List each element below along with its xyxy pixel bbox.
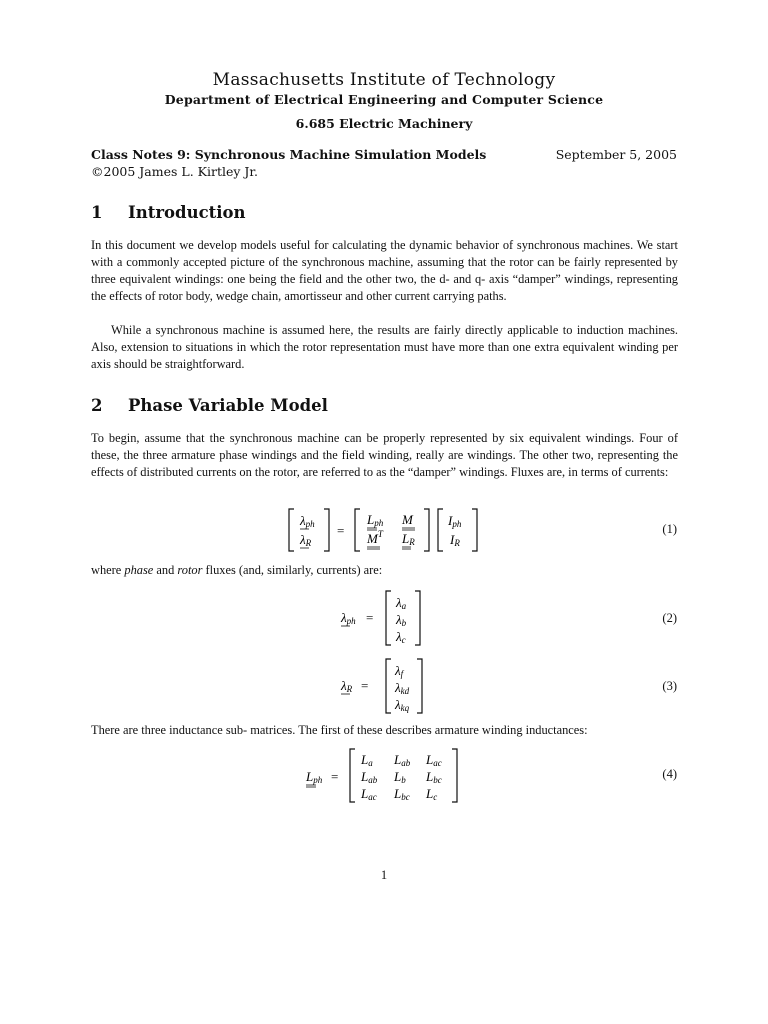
svg-text:λf: λf bbox=[395, 663, 404, 679]
course-title: 6.685 Electric Machinery bbox=[295, 116, 473, 131]
svg-text:Lb: Lb bbox=[394, 769, 406, 785]
eq1-rhs-iph: Iph bbox=[448, 513, 462, 529]
department-name: Department of Electrical Engineering and Computer Science bbox=[164, 92, 604, 107]
copyright-line: ©2005 James L. Kirtley Jr. bbox=[91, 164, 258, 179]
eq1-matrix-lr: LR bbox=[402, 531, 415, 547]
paragraph: While a synchronous machine is assumed here, the results are fairly directly applicable to induction machines. Also, extension to situations in which the rotor representation must have more than one extra equivalent winding per axis should be straightforward. bbox=[91, 323, 678, 371]
svg-text:=: = bbox=[366, 610, 374, 625]
section-number: 2 bbox=[91, 396, 103, 415]
equation-number: (2) bbox=[662, 611, 677, 625]
paragraph: There are three inductance sub- matrices. The first of these describes armature winding inductances: bbox=[91, 723, 588, 737]
equation-3 bbox=[335, 656, 435, 716]
svg-text:Lbc: Lbc bbox=[426, 769, 442, 785]
svg-text:Lab: Lab bbox=[361, 769, 378, 785]
page-number: 1 bbox=[380, 868, 388, 882]
paragraph: To begin, assume that the synchronous machine can be properly represented by six equivalent windings. Four of these, the three armature phase windings and the field winding, really are windings. The other two, representing the effects of distributed currents on the rotor, are referred to as the “damper” windings. Fluxes are, in terms of currents: bbox=[91, 431, 678, 479]
eq3-lhs: λR bbox=[341, 678, 353, 694]
svg-text:λkd: λkd bbox=[395, 680, 410, 696]
svg-text:=: = bbox=[331, 769, 339, 784]
equation-2 bbox=[335, 588, 435, 648]
svg-text:Lab: Lab bbox=[394, 752, 411, 768]
notes-date: September 5, 2005 bbox=[555, 147, 677, 162]
equation-4 bbox=[300, 747, 465, 805]
svg-text:Lac: Lac bbox=[361, 786, 377, 802]
notes-title: Class Notes 9: Synchronous Machine Simulation Models bbox=[91, 147, 487, 162]
eq1-matrix-m: M bbox=[402, 512, 413, 527]
svg-text:Lbc: Lbc bbox=[394, 786, 410, 802]
eq4-lhs: Lph bbox=[306, 769, 323, 785]
equation-1 bbox=[280, 505, 490, 555]
eq2-lhs: λph bbox=[341, 610, 356, 626]
eq1-matrix-lph: Lph bbox=[367, 512, 384, 528]
paragraph: In this document we develop models useful for calculating the dynamic behavior of synchronous machines. We start with a commonly accepted picture of the synchronous machine, assuming that the rotor can be fairly represented by three equivalent windings: one being the field and the other two, the d- and q- axis “damper” windings, representing the effects of rotor body, wedge chain, amortisseur and other current carrying paths. bbox=[91, 238, 678, 303]
eq1-matrix-mt: $M^T$ bbox=[367, 529, 383, 546]
svg-text:La: La bbox=[361, 752, 373, 768]
equation-number: (3) bbox=[662, 679, 677, 693]
section-title: Phase Variable Model bbox=[128, 396, 328, 415]
svg-text:=: = bbox=[361, 678, 369, 693]
eq1-lhs-lambda-ph: λph bbox=[300, 513, 315, 529]
section-heading-introduction bbox=[91, 203, 246, 222]
paragraph: where phase and rotor fluxes (and, similarly, currents) are: bbox=[91, 563, 383, 577]
institution-title: Massachusetts Institute of Technology bbox=[212, 70, 556, 90]
svg-text:Lac: Lac bbox=[426, 752, 442, 768]
svg-text:λa: λa bbox=[396, 595, 407, 611]
svg-text:Lc: Lc bbox=[426, 786, 438, 802]
svg-text:=: = bbox=[337, 523, 345, 538]
section-number: 1 bbox=[91, 203, 103, 222]
svg-text:λc: λc bbox=[396, 629, 406, 645]
svg-text:λkq: λkq bbox=[395, 697, 410, 713]
svg-text:λb: λb bbox=[396, 612, 407, 628]
equation-number: (1) bbox=[662, 522, 677, 536]
eq1-lhs-lambda-r: λR bbox=[300, 532, 312, 548]
section-title: Introduction bbox=[128, 203, 246, 222]
equation-number: (4) bbox=[662, 767, 677, 781]
eq1-rhs-ir: IR bbox=[450, 532, 460, 548]
section-heading-phase-variable-model bbox=[91, 396, 328, 415]
